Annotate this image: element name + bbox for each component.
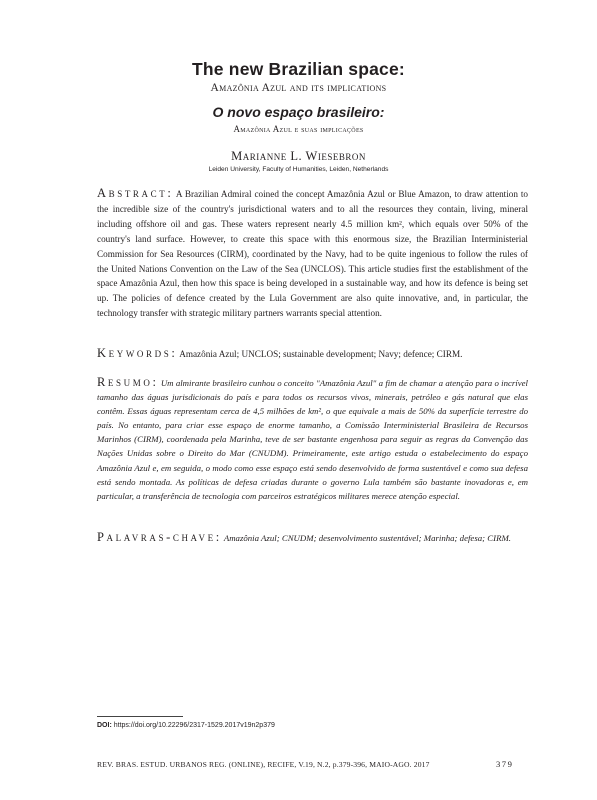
author-affiliation: Leiden University, Faculty of Humanities, Leiden, Netherlands: [208, 166, 389, 173]
resumo-text: Um almirante brasileiro cunhou o conceito "Amazônia Azul" a fim de chamar a atenção para o incrível tamanho das águas jurisdicionais do país e para todos os recursos vivos, minerais, petróleo e gás natural que elas contêm. Essas águas representam cerca de 4,5 milhões de km², o que equivale a mais de 50% da superfície terrestre do país. No entanto, para criar esse espaço de enorme tamanho, a Comissão Interministerial Brasileira de Recursos Marinhos (CIRM), coordenada pela Marinha, teve de ser bastante engenhosa para seguir as regras da Convenção das Nações Unidas sobre o Direito do Mar (CNUDM). Primeiramente, este artigo estuda o estabelecimento do espaço Amazônia Azul e, em seguida, o modo como esse espaço está sendo desenvolvido de forma sustentável e como sua defesa está sendo montada. As políticas de defesa criadas durante o governo Lula também são bastante inovadoras e, em particular, a transferência de tecnologia com parceiros estratégicos militares merece atenção especial.: [97, 378, 529, 501]
palavras-chave-section: [97, 530, 528, 545]
article-title-portuguese: O novo espaço brasileiro:: [212, 104, 385, 120]
journal-citation: REV. BRAS. ESTUD. URBANOS REG. (ONLINE), RECIFE, V.19, N.2, p.379-396, MAIO-AGO. 2017: [97, 760, 430, 769]
keywords-text: Amazônia Azul; UNCLOS; sustainable development; Navy; defence; CIRM.: [179, 349, 463, 359]
doi-link[interactable]: https://doi.org/10.22296/2317-1529.2017v19n2p379: [113, 722, 275, 729]
abstract-text: A Brazilian Admiral coined the concept Amazônia Azul or Blue Amazon, to draw attention to the incredible size of the country's jurisdictional waters and to all the resources they contain, living, mineral including offshore oil and gas. These waters represent nearly 4.5 million km², which equals over 50% of the country's land surface. However, to create this space with this enormous size, the Brazilian Interministerial Commission for Sea Resources (CIRM), coordinated by the Navy, had to be quite ingenious to follow the rules of the United Nations Convention on the Law of the Sea (UNCLOS). This article studies first the establishment of the space Amazônia Azul, then how this space is being developed in a sustainable way, and how its defence is being set up. The policies of defence created by the Lula Government are also quite innovative, and, in particular, the technology transfer with strategic military partners warrants special attention.: [97, 189, 529, 319]
article-subtitle-portuguese: Amazônia Azul e suas implicações: [233, 124, 364, 134]
doi-label: DOI:: [97, 722, 112, 729]
abstract-section: [97, 186, 528, 321]
palavras-chave-text: Amazônia Azul; CNUDM; desenvolvimento sustentável; Marinha; defesa; CIRM.: [223, 533, 511, 543]
article-title: The new Brazilian space:: [192, 59, 405, 79]
abstract-label: Abstract:: [97, 186, 174, 200]
keywords-label: Keywords:: [97, 346, 178, 360]
author-name: Marianne L. Wiesebron: [231, 149, 366, 163]
resumo-section: [97, 375, 528, 503]
footnote-divider: [97, 716, 183, 717]
resumo-label: Resumo:: [97, 375, 159, 389]
keywords-section: [97, 346, 528, 362]
palavras-chave-label: Palavras-chave:: [97, 530, 222, 544]
article-subtitle: Amazônia Azul and its implications: [210, 82, 387, 94]
page-number: 379: [496, 759, 514, 769]
doi-line: [97, 722, 275, 729]
